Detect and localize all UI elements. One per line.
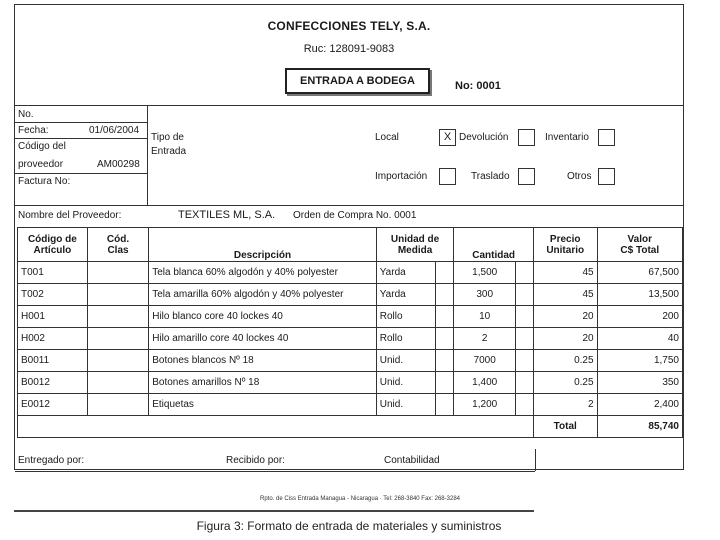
cell-descripcion: Botones amarillos Nº 18 bbox=[149, 372, 377, 394]
total-value: 85,740 bbox=[597, 416, 682, 438]
importacion-checkbox[interactable] bbox=[439, 168, 456, 185]
cell-cod-clas bbox=[87, 394, 148, 416]
info-rule bbox=[15, 138, 147, 139]
items-table bbox=[17, 227, 683, 438]
inventario-checkbox[interactable] bbox=[598, 129, 615, 146]
proveedor-code-label: Código del bbox=[18, 141, 66, 152]
cell-codigo: B0011 bbox=[18, 350, 88, 372]
cell-unidad: Yarda bbox=[376, 284, 436, 306]
cell-codigo: H002 bbox=[18, 328, 88, 350]
cell-cantidad: 1,200 bbox=[454, 394, 516, 416]
proveedor-code-label-2: proveedor bbox=[18, 159, 64, 170]
document-title: ENTRADA A BODEGA bbox=[285, 68, 430, 94]
signature-rule bbox=[15, 471, 535, 472]
cell-unidad: Unid. bbox=[376, 394, 436, 416]
cell-total: 40 bbox=[597, 328, 682, 350]
total-row bbox=[18, 416, 683, 438]
cell-total: 200 bbox=[597, 306, 682, 328]
footer-rule bbox=[14, 510, 534, 512]
cell-precio: 20 bbox=[533, 328, 597, 350]
table-header-row bbox=[18, 228, 683, 262]
cell-cod-clas bbox=[87, 306, 148, 328]
total-label: Total bbox=[533, 416, 597, 438]
cell-total: 2,400 bbox=[597, 394, 682, 416]
proveedor-code-value: AM00298 bbox=[97, 159, 140, 170]
cell-unidad: Rollo bbox=[376, 328, 436, 350]
cell-codigo: T002 bbox=[18, 284, 88, 306]
cell-spacer bbox=[516, 372, 534, 394]
cell-spacer bbox=[436, 350, 454, 372]
fecha-value: 01/06/2004 bbox=[89, 125, 140, 136]
no-label: No. bbox=[18, 109, 34, 120]
cell-spacer bbox=[436, 328, 454, 350]
header-valor bbox=[597, 228, 682, 262]
tipo-entrada-label-2: Entrada bbox=[151, 146, 187, 157]
header-unidad-line2: Medida bbox=[397, 244, 433, 256]
table-row bbox=[18, 306, 683, 328]
contabilidad-label: Contabilidad bbox=[384, 455, 440, 466]
cell-cod-clas bbox=[87, 328, 148, 350]
cell-spacer bbox=[436, 394, 454, 416]
header-precio-line2: Unitario bbox=[546, 244, 585, 256]
header-codigo-line2: Artículo bbox=[33, 244, 72, 256]
provider-rule-top bbox=[15, 205, 683, 206]
cell-spacer bbox=[436, 372, 454, 394]
header-cantidad bbox=[454, 228, 534, 262]
cell-unidad: Unid. bbox=[376, 372, 436, 394]
header-codigo-line1: Código de bbox=[27, 233, 77, 245]
traslado-checkbox[interactable] bbox=[518, 168, 535, 185]
tipo-entrada-label: Tipo de bbox=[151, 132, 184, 143]
header-unidad bbox=[376, 228, 454, 262]
cell-spacer bbox=[436, 262, 454, 284]
importacion-label: Importación bbox=[375, 171, 428, 182]
cell-descripcion: Etiquetas bbox=[149, 394, 377, 416]
proveedor-name-label: Nombre del Proveedor: bbox=[18, 210, 122, 221]
cell-total: 350 bbox=[597, 372, 682, 394]
cell-codigo: T001 bbox=[18, 262, 88, 284]
cell-cantidad: 300 bbox=[454, 284, 516, 306]
header-precio bbox=[533, 228, 597, 262]
cell-precio: 20 bbox=[533, 306, 597, 328]
proveedor-name-value: TEXTILES ML, S.A. bbox=[178, 209, 276, 221]
info-divider bbox=[147, 105, 148, 205]
cell-spacer bbox=[516, 262, 534, 284]
cell-cantidad: 2 bbox=[454, 328, 516, 350]
cell-cod-clas bbox=[87, 350, 148, 372]
cell-descripcion: Tela blanca 60% algodón y 40% polyester bbox=[149, 262, 377, 284]
cell-cantidad: 1,400 bbox=[454, 372, 516, 394]
orden-compra: Orden de Compra No. 0001 bbox=[293, 210, 417, 221]
cell-total: 1,750 bbox=[597, 350, 682, 372]
cell-spacer bbox=[516, 306, 534, 328]
header-divider bbox=[15, 105, 683, 106]
cell-descripcion: Botones blancos Nº 18 bbox=[149, 350, 377, 372]
table-row bbox=[18, 372, 683, 394]
form-frame bbox=[14, 4, 684, 470]
table-row bbox=[18, 350, 683, 372]
cell-unidad: Rollo bbox=[376, 306, 436, 328]
cell-codigo: B0012 bbox=[18, 372, 88, 394]
total-spacer bbox=[87, 416, 148, 438]
cell-spacer bbox=[516, 284, 534, 306]
header-cod-clas-line2: Clas bbox=[107, 244, 129, 256]
cell-cantidad: 1,500 bbox=[454, 262, 516, 284]
fecha-label: Fecha: bbox=[18, 125, 49, 136]
header-descripcion bbox=[149, 228, 377, 262]
cell-descripcion: Hilo blanco core 40 lockes 40 bbox=[149, 306, 377, 328]
cell-precio: 0.25 bbox=[533, 372, 597, 394]
cell-spacer bbox=[436, 306, 454, 328]
cell-spacer bbox=[516, 350, 534, 372]
cell-descripcion: Hilo amarillo core 40 lockes 40 bbox=[149, 328, 377, 350]
local-checkbox[interactable]: X bbox=[439, 129, 456, 146]
cell-precio: 2 bbox=[533, 394, 597, 416]
header-cod-clas-line1: Cód. bbox=[106, 233, 130, 245]
devolucion-label: Devolución bbox=[459, 132, 509, 143]
cell-codigo: H001 bbox=[18, 306, 88, 328]
cell-total: 67,500 bbox=[597, 262, 682, 284]
entregado-label: Entregado por: bbox=[18, 455, 85, 466]
signature-divider bbox=[535, 449, 536, 471]
header-valor-line1: Valor bbox=[627, 233, 653, 245]
otros-checkbox[interactable] bbox=[598, 168, 615, 185]
header-cod-clas bbox=[87, 228, 148, 262]
header-precio-line1: Precio bbox=[549, 233, 581, 245]
cell-spacer bbox=[516, 394, 534, 416]
cell-cantidad: 7000 bbox=[454, 350, 516, 372]
header-unidad-line1: Unidad de bbox=[390, 233, 440, 245]
cell-precio: 45 bbox=[533, 284, 597, 306]
header-descripcion-text: Descripción bbox=[233, 250, 292, 261]
header-codigo bbox=[18, 228, 88, 262]
company-ruc: Ruc: 128091-9083 bbox=[303, 43, 395, 55]
cell-precio: 0.25 bbox=[533, 350, 597, 372]
cell-descripcion: Tela amarilla 60% algodón y 40% polyester bbox=[149, 284, 377, 306]
cell-spacer bbox=[516, 328, 534, 350]
cell-spacer bbox=[436, 284, 454, 306]
cell-cantidad: 10 bbox=[454, 306, 516, 328]
total-spacer bbox=[436, 416, 454, 438]
table-row bbox=[18, 328, 683, 350]
local-label: Local bbox=[375, 132, 399, 143]
total-spacer bbox=[376, 416, 436, 438]
traslado-label: Traslado bbox=[471, 171, 510, 182]
cell-cod-clas bbox=[87, 372, 148, 394]
total-spacer bbox=[18, 416, 88, 438]
company-name: CONFECCIONES TELY, S.A. bbox=[267, 19, 431, 33]
header-cantidad-text: Cantidad bbox=[472, 250, 516, 261]
cell-unidad: Yarda bbox=[376, 262, 436, 284]
cell-cod-clas bbox=[87, 262, 148, 284]
recibido-label: Recibido por: bbox=[226, 455, 285, 466]
header-valor-line2: C$ Total bbox=[620, 244, 660, 256]
otros-label: Otros bbox=[567, 171, 592, 182]
table-row bbox=[18, 262, 683, 284]
cell-total: 13,500 bbox=[597, 284, 682, 306]
factura-label: Factura No: bbox=[18, 176, 71, 187]
cell-precio: 45 bbox=[533, 262, 597, 284]
figure-caption: Figura 3: Formato de entrada de materiales y suministros bbox=[196, 519, 502, 533]
company-address: Rpto. de Ciss Entrada Managua - Nicaragua · Tel: 268-3840 Fax: 268-3284 bbox=[259, 496, 460, 502]
table-row bbox=[18, 394, 683, 416]
document-number: No: 0001 bbox=[455, 80, 501, 92]
info-rule bbox=[15, 122, 147, 123]
total-spacer bbox=[454, 416, 516, 438]
cell-unidad: Unid. bbox=[376, 350, 436, 372]
total-spacer bbox=[516, 416, 534, 438]
cell-cod-clas bbox=[87, 284, 148, 306]
cell-codigo: E0012 bbox=[18, 394, 88, 416]
table-row bbox=[18, 284, 683, 306]
inventario-label: Inventario bbox=[545, 132, 589, 143]
total-spacer bbox=[149, 416, 377, 438]
info-rule bbox=[15, 173, 147, 174]
devolucion-checkbox[interactable] bbox=[518, 129, 535, 146]
